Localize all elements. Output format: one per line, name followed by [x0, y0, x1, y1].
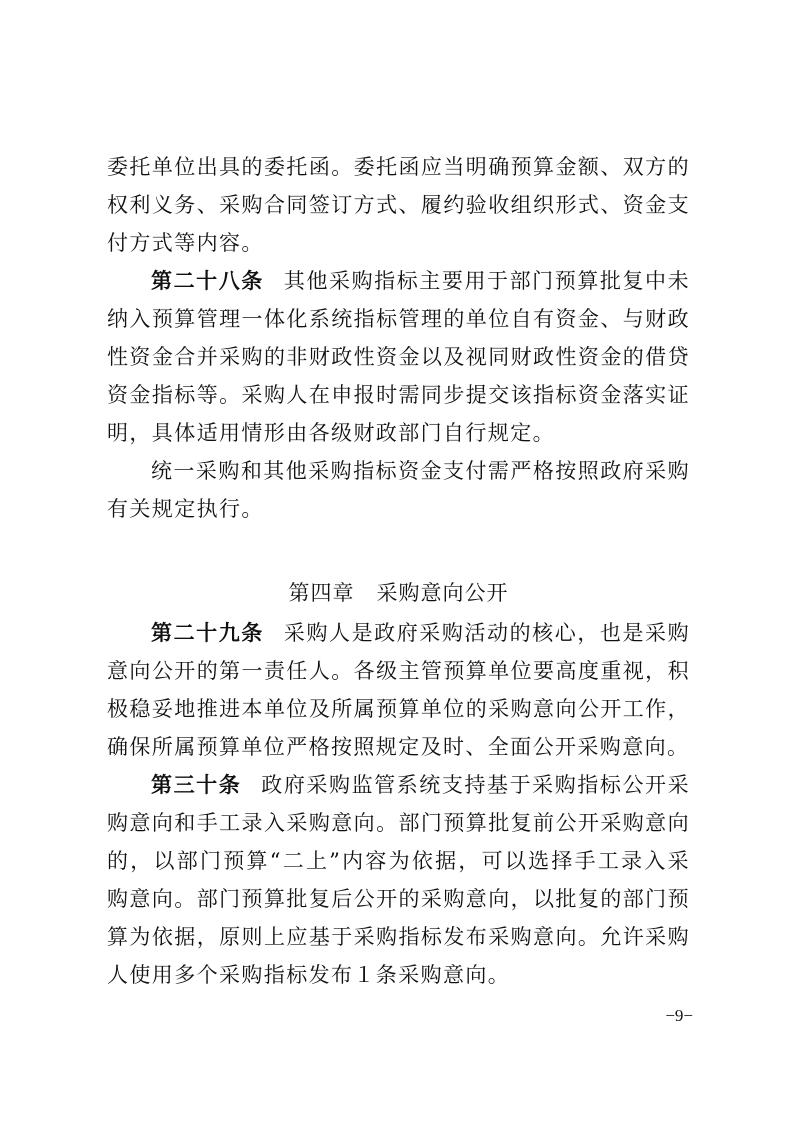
article-29-text: 采购人是政府采购活动的核心，也是采购意向公开的第一责任人。各级主管预算单位要高度重视，积极稳妥地推进本单位及所属预算单位的采购意向公开工作，确保所属预算单位严格按照规定及时、全面公开采购意向。 — [107, 621, 691, 759]
paragraph-payment: 统一采购和其他采购指标资金支付需严格按照政府采购有关规定执行。 — [107, 459, 690, 521]
paragraph-entrust-letter: 委托单位出具的委托函。委托函应当明确预算金额、双方的权利义务、采购合同签订方式、履约验收组织形式、资金支付方式等内容。 — [107, 155, 690, 255]
chapter-number: 第四章 — [288, 581, 355, 605]
article-28-title: 第二十八条 — [151, 269, 264, 293]
article-29 — [107, 614, 690, 766]
article-28 — [107, 262, 690, 452]
chapter-title: 采购意向公开 — [376, 581, 509, 605]
article-28-text: 其他采购指标主要用于部门预算批复中未纳入预算管理一体化系统指标管理的单位自有资金、与财政性资金合并采购的非财政性资金以及视同财政性资金的借贷资金指标等。采购人在申报时需同步提交该指标资金落实证明，具体适用情形由各级财政部门自行规定。 — [107, 269, 691, 445]
section-after-chapter — [107, 614, 690, 994]
chapter-heading — [107, 578, 690, 608]
section-before-chapter — [107, 148, 690, 528]
article-29-title: 第二十九条 — [151, 621, 264, 645]
article-30-text: 政府采购监管系统支持基于采购指标公开采购意向和手工录入采购意向。部门预算批复前公开采购意向的，以部门预算“二上”内容为依据，可以选择手工录入采购意向。部门预算批复后公开的采购意向，以批复的部门预算为依据，原则上应基于采购指标发布采购意向。允许采购人使用多个采购指标发布１条采购意向。 — [107, 773, 690, 987]
article-30 — [107, 766, 690, 994]
article-30-title: 第三十条 — [151, 773, 242, 797]
page-number: −9− — [665, 1006, 693, 1025]
